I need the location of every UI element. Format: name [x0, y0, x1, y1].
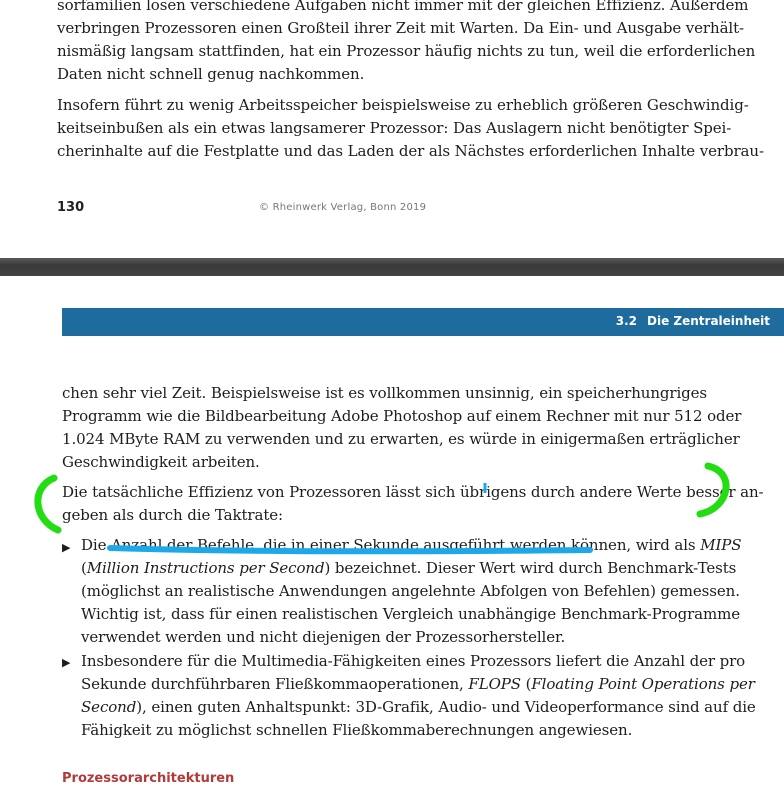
page-number: 130	[57, 200, 85, 215]
text-run: Sekunde durchführbaren Fließkommaoperationen,	[81, 675, 469, 693]
text-line: nismäßig langsam stattfinden, hat ein Prozessor häufig nichts zu tun, weil die erforderlichen	[57, 42, 756, 60]
text-line	[81, 557, 737, 580]
text-line: cherinhalte auf die Festplatte und das Laden der als Nächstes erforderlichen Inhalte verbrau-	[57, 142, 764, 160]
text-line: Wichtig ist, dass für einen realistischen Vergleich unabhängige Benchmark-Programme	[81, 605, 741, 623]
text-run: (	[520, 675, 532, 693]
previous-book-page	[0, 0, 784, 258]
text-line	[81, 534, 742, 557]
term-expansion: Second	[81, 698, 137, 716]
text-line: Geschwindigkeit arbeiten.	[62, 453, 260, 471]
text-line: chen sehr viel Zeit. Beispielsweise ist es vollkommen unsinnig, ein speicherhungriges	[62, 384, 708, 402]
text-run: (	[81, 559, 87, 577]
page-divider	[0, 258, 784, 276]
text-run: Die Anzahl der Befehle, die in einer Sekunde ausgeführt werden können, wird als	[81, 536, 701, 554]
body-paragraph-1	[62, 382, 742, 474]
text-line: verbringen Prozessoren einen Großteil ihrer Zeit mit Warten. Da Ein- und Ausgabe verhält-	[57, 19, 745, 37]
section-header-bar	[62, 308, 784, 336]
body-paragraph-2	[62, 481, 764, 527]
text-run: ), einen guten Anhaltspunkt: 3D-Grafik, Audio- und Videoperformance sind auf die	[136, 698, 756, 716]
text-line: Programm wie die Bildbearbeitung Adobe Photoshop auf einem Rechner mit nur 512 oder	[62, 407, 742, 425]
top-paragraph	[57, 0, 756, 86]
text-line: Fähigkeit zu möglichst schnellen Fließkommaberechnungen angewiesen.	[81, 721, 633, 739]
text-line: verwendet werden und nicht diejenigen der Prozessorhersteller.	[81, 628, 566, 646]
term-flops: FLOPS	[468, 675, 521, 693]
term-mips: MIPS	[700, 536, 742, 554]
text-line: Daten nicht schnell genug nachkommen.	[57, 65, 365, 83]
text-line: 1.024 MByte RAM zu verwenden und zu erwarten, es würde in einigermaßen erträglicher	[62, 430, 740, 448]
copyright-notice: © Rheinwerk Verlag, Bonn 2019	[259, 202, 427, 213]
bullet-item-mips	[81, 534, 742, 649]
bullet-arrow: ▶	[62, 656, 71, 669]
text-line	[81, 673, 755, 696]
text-line: Die tatsächliche Effizienz von Prozessoren lässt sich übrigens durch andere Werte besser an-	[62, 483, 764, 501]
text-line: (möglichst an realistische Anwendungen angelehnte Abfolgen von Befehlen) gemessen.	[81, 582, 740, 600]
text-line: geben als durch die Taktrate:	[62, 506, 283, 524]
next-section-heading: Prozessorarchitekturen	[62, 771, 235, 786]
section-number: 3.2	[615, 314, 638, 328]
text-line: keitseinbußen als ein etwas langsamerer Prozessor: Das Auslagern nicht benötigter Spei-	[57, 119, 732, 137]
text-line: Insofern führt zu wenig Arbeitsspeicher beispielsweise zu erheblich größeren Geschwindig-	[57, 96, 749, 114]
text-line	[81, 696, 756, 719]
top-paragraph-2	[57, 94, 764, 163]
section-title: Die Zentraleinheit	[647, 314, 770, 328]
term-expansion: Floating Point Operations per	[531, 675, 755, 693]
text-line: Insbesondere für die Multimedia-Fähigkeiten eines Prozessors liefert die Anzahl der pro	[81, 652, 746, 670]
current-book-page	[0, 276, 784, 786]
term-expansion: Million Instructions per Second	[86, 559, 325, 577]
bullet-arrow: ▶	[62, 541, 71, 554]
bullet-item-flops	[81, 650, 756, 742]
section-header	[606, 314, 770, 328]
text-run: ) bezeichnet. Dieser Wert wird durch Benchmark-Tests	[324, 559, 737, 577]
text-line: sorfamilien lösen verschiedene Aufgaben nicht immer mit der gleichen Effizienz. Außerdem	[57, 0, 749, 14]
